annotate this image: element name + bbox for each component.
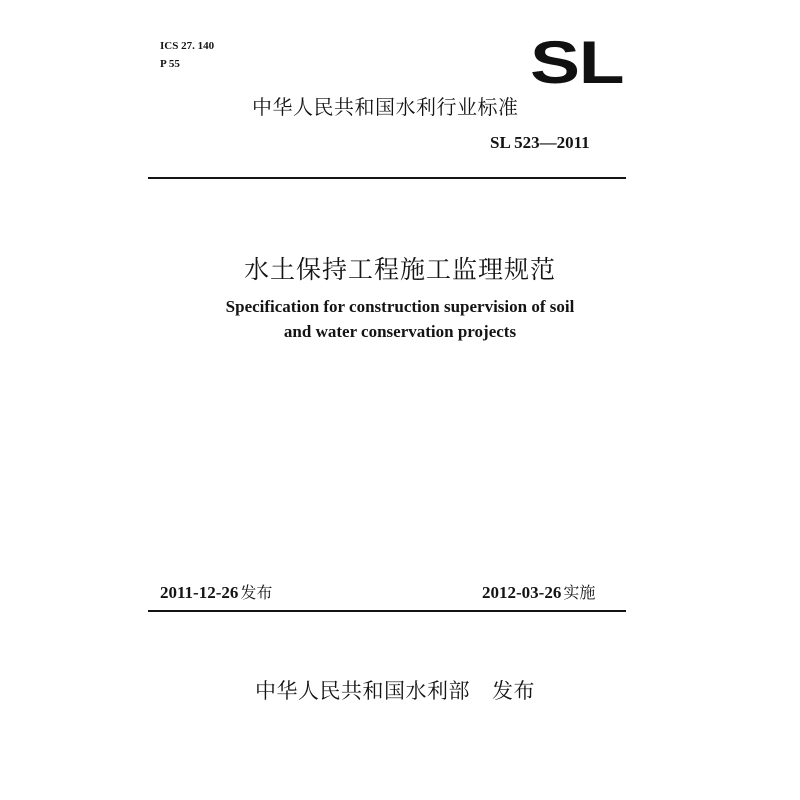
document-title-english-line1: Specification for construction supervision of soil	[225, 297, 575, 316]
publisher-name: 中华人民共和国水利部	[255, 679, 470, 703]
document-title-chinese: 水土保持工程施工监理规范	[243, 255, 556, 284]
publisher	[255, 675, 535, 705]
implementation-date-value: 2012-03-26	[482, 583, 562, 602]
implementation-date-label: 实施	[563, 583, 596, 602]
publish-label: 发布	[492, 679, 535, 703]
bottom-divider	[148, 610, 626, 612]
issue-date-label: 发布	[240, 583, 273, 602]
issue-date-value: 2011-12-26	[160, 583, 239, 602]
document-title-english-line2: and water conservation projects	[283, 322, 517, 341]
issue-date	[160, 580, 272, 603]
ics-code: ICS 27. 140	[160, 40, 215, 52]
sl-logo	[530, 29, 624, 96]
classification-code: P 55	[160, 58, 180, 70]
standard-number: SL 523—2011	[490, 133, 590, 152]
implementation-date	[482, 580, 595, 603]
industry-standard-label: 中华人民共和国水利行业标准	[252, 95, 519, 119]
top-divider	[148, 177, 626, 179]
sl-logo-text: SL	[530, 29, 624, 96]
